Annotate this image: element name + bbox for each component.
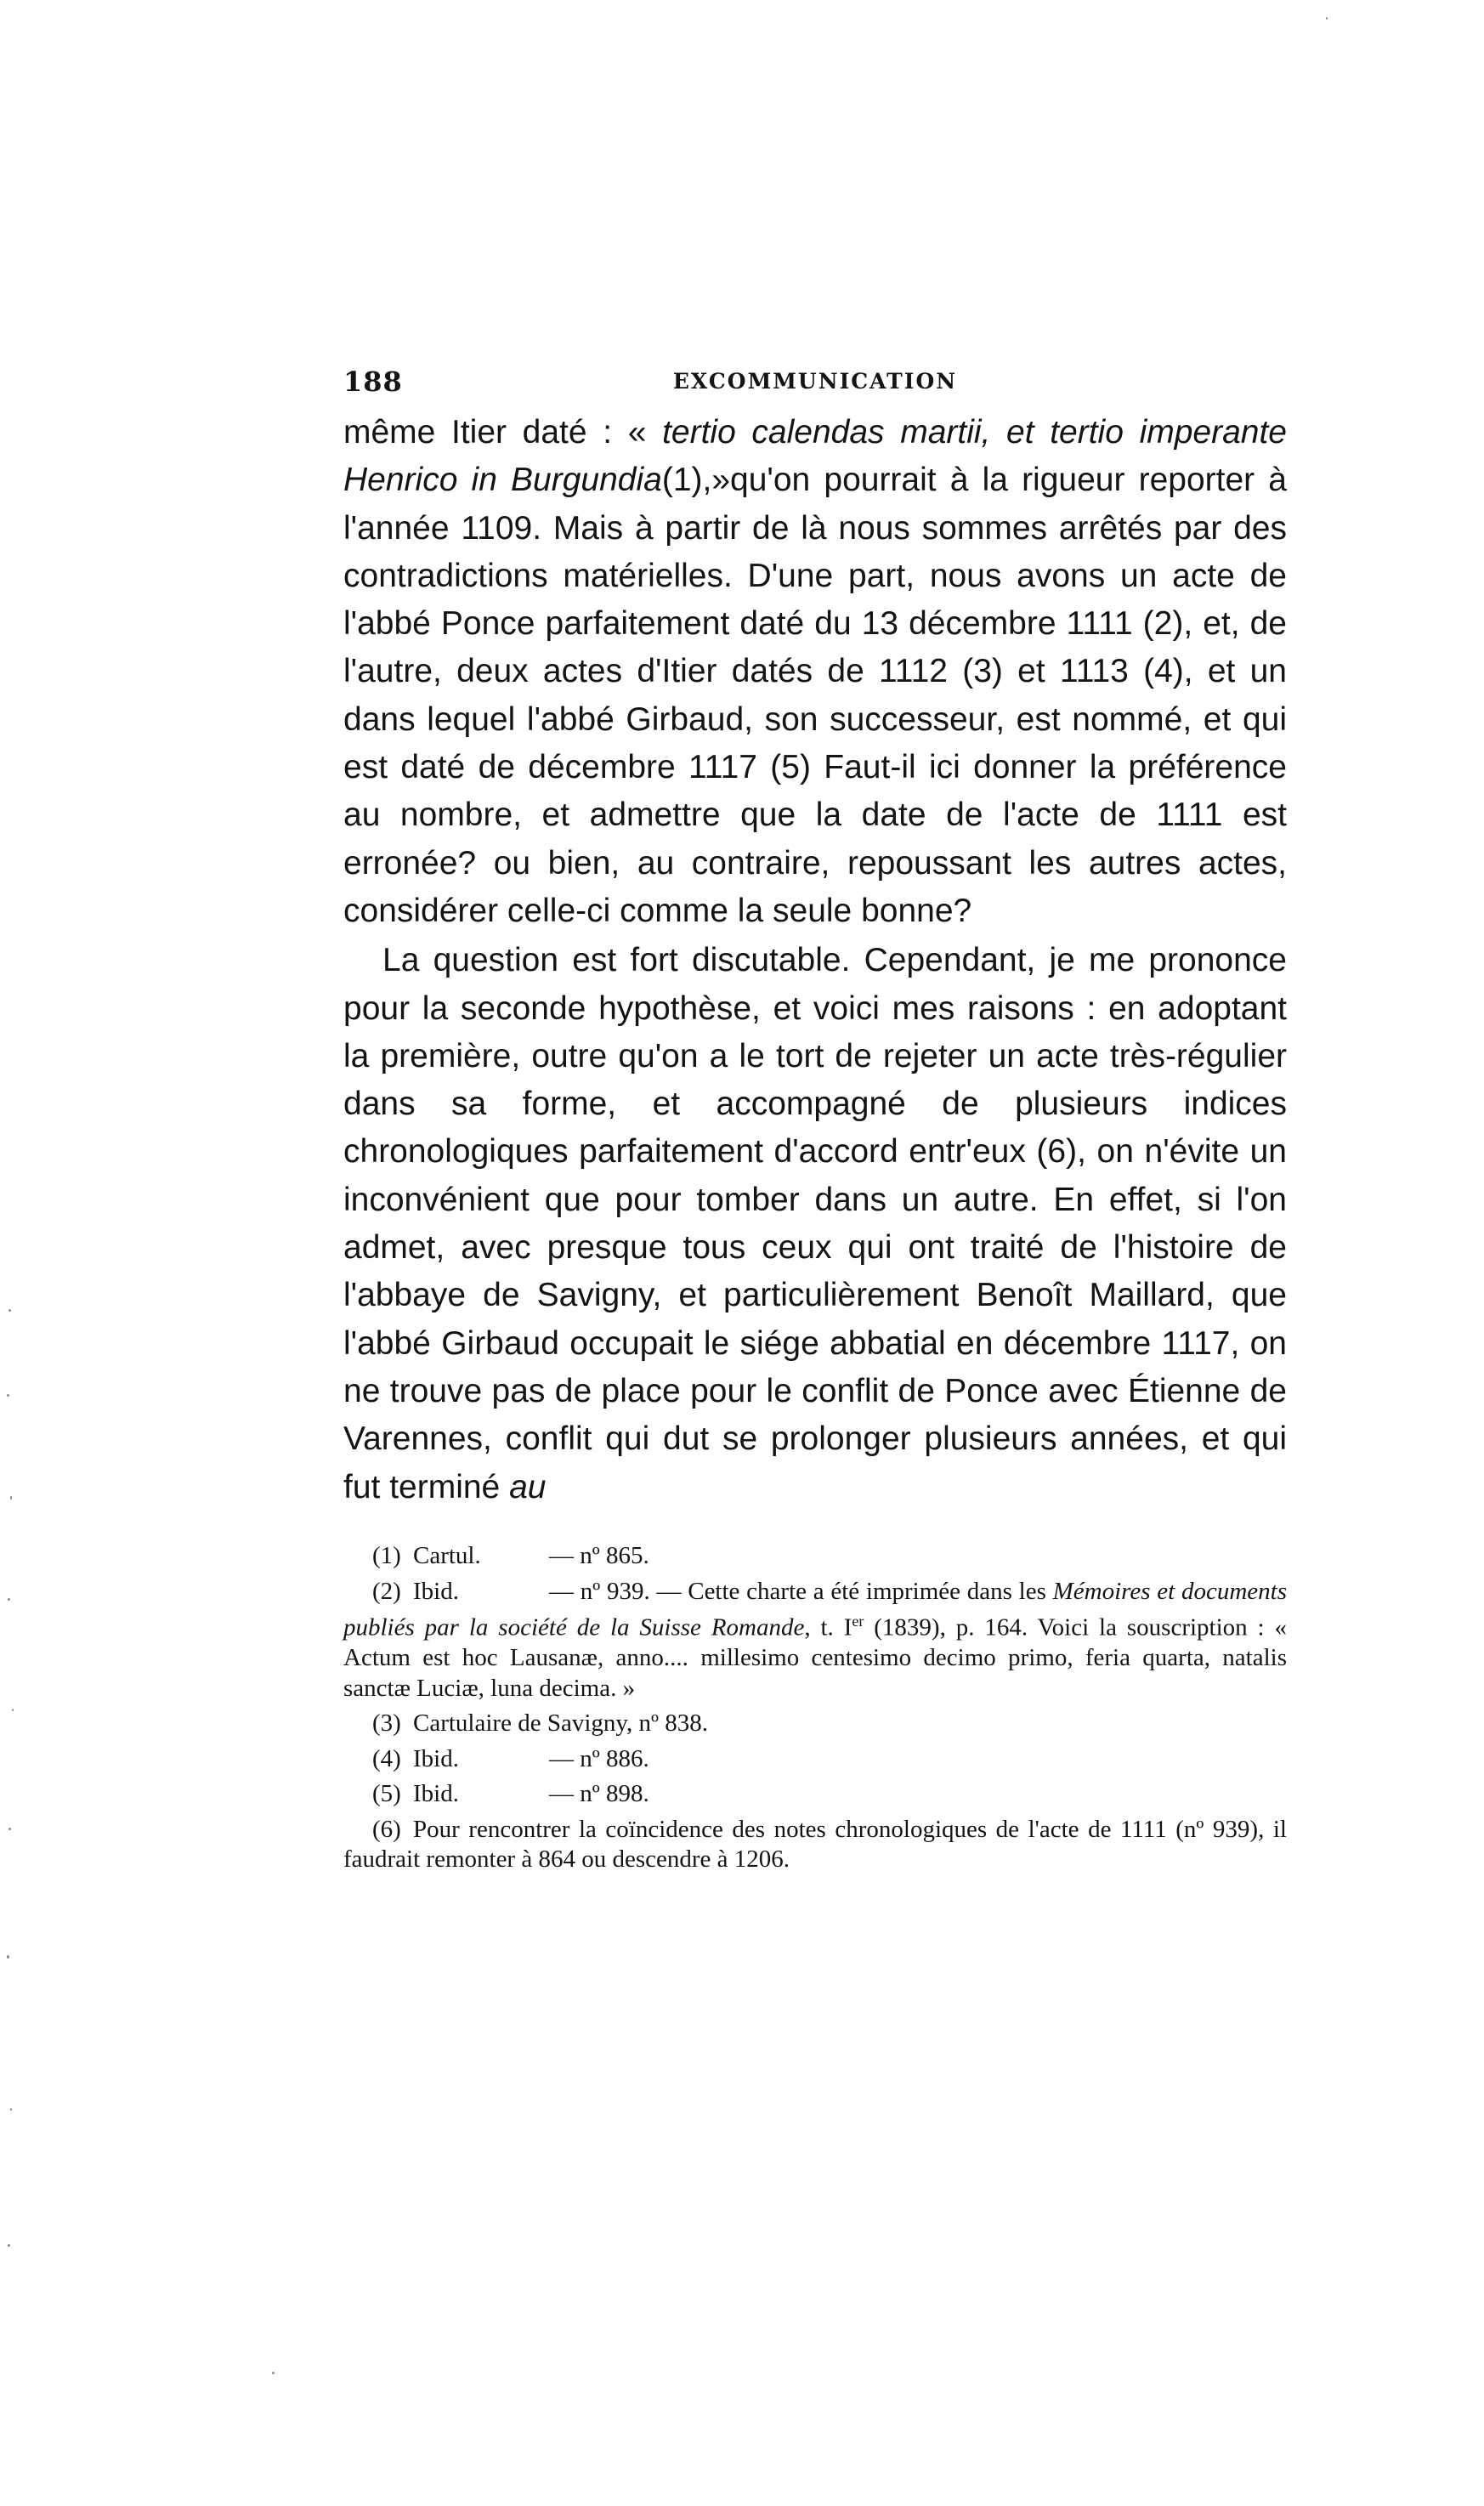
footnote-ref: Ibid. bbox=[413, 1744, 459, 1772]
footnote-number: (4) bbox=[372, 1744, 401, 1772]
main-text bbox=[343, 409, 1287, 1511]
footnote-number: (3) bbox=[372, 1709, 401, 1738]
footnotes bbox=[343, 1541, 1287, 1880]
footnote-text: Cartulaire de Savigny, nº 838. bbox=[413, 1709, 708, 1738]
footnote-number: (1) bbox=[372, 1542, 401, 1569]
paragraph-2-last-word: au bbox=[509, 1468, 547, 1505]
footnote-text: , t. I bbox=[804, 1613, 852, 1641]
running-title: EXCOMMUNICATION bbox=[672, 369, 958, 394]
footnote-5 bbox=[343, 1779, 1287, 1810]
scan-speck bbox=[10, 2108, 12, 2111]
footnote-title: Mémoires et documents publiés par la société de la Suisse Romande bbox=[343, 1577, 1287, 1641]
scan-speck bbox=[10, 1496, 12, 1500]
paragraph-1 bbox=[343, 409, 1287, 935]
footnote-text: (1839), p. 164. Voici la souscription : « Actum est hoc Lausanæ, anno.... millesimo centesimo decimo primo, feria quarta, natalis sanctæ Luciæ, luna decima. » bbox=[343, 1613, 1288, 1702]
scan-speck bbox=[7, 1394, 9, 1397]
paragraph-2-text: La question est fort discutable. Cependant, je me prononce pour la seconde hypothèse, et voici mes raisons : en adoptant la première, outre qu'on a le tort de rejeter un acte très-régulier dans sa forme, et accompagné de plusieurs indices chronologiques parfaitement d'accord entr'eux (6), on n'évite un inconvénient que pour tomber dans un autre. En effet, si l'on admet, avec presque tous ceux qui ont traité de l'histoire de l'abbaye de Savigny, et particulièrement Benoît Maillard, que l'abbé Girbaud occupait le siége abbatial en décembre 1117, on ne trouve pas de place pour le conflit de Ponce avec Étienne de Varennes, conflit qui dut se prolonger plusieurs années, et qui fut terminé bbox=[343, 942, 1287, 1505]
footnote-text: — nº 898. bbox=[549, 1780, 649, 1808]
footnote-text: — nº 939. — Cette charte a été imprimée dans les bbox=[549, 1577, 1053, 1605]
page-number: 188 bbox=[343, 366, 403, 398]
scan-speck bbox=[8, 1309, 11, 1312]
footnote-1 bbox=[343, 1541, 1287, 1572]
scan-speck bbox=[8, 2244, 10, 2247]
paragraph-1-space bbox=[497, 462, 511, 498]
footnote-number: (2) bbox=[372, 1577, 401, 1605]
scan-speck bbox=[8, 1828, 11, 1830]
footnote-ref: Ibid. bbox=[413, 1780, 459, 1808]
footnote-text: Pour rencontrer la coïncidence des notes chronologiques de l'acte de 1111 (nº 939), il faudrait remonter à 864 ou descendre à 1206. bbox=[343, 1815, 1287, 1874]
paragraph-1-part-b: (1),»qu'on pourrait à la rigueur reporter à l'année 1109. Mais à partir de là nous sommes arrêtés par des contradictions matérielles. D'une part, nous avons un acte de l'abbé Ponce parfaitement daté du 13 décembre 1111 (2), et, de l'autre, deux actes d'Itier datés de 1112 (3) et 1113 (4), et un dans lequel l'abbé Girbaud, son successeur, est nommé, et qui est daté de décembre 1117 (5) Faut-il ici donner la préférence au nombre, et admettre que la date de l'acte de 1111 est erronée? ou bien, au contraire, repoussant les autres actes, considérer celle-ci comme la seule bonne? bbox=[343, 462, 1287, 929]
footnote-3 bbox=[343, 1709, 1287, 1739]
paragraph-1-burgundia: Burgundia bbox=[511, 462, 662, 499]
scan-speck bbox=[1326, 17, 1328, 20]
scan-speck bbox=[272, 2372, 275, 2374]
paragraph-1-part-a: même Itier daté : « bbox=[343, 414, 663, 451]
footnote-text: — nº 865. bbox=[549, 1542, 649, 1569]
footnote-6 bbox=[343, 1815, 1287, 1875]
footnote-ref: Cartul. bbox=[413, 1542, 481, 1569]
scan-speck bbox=[12, 1709, 14, 1711]
footnote-4 bbox=[343, 1744, 1287, 1775]
footnote-number: (5) bbox=[372, 1780, 401, 1808]
footnote-2 bbox=[343, 1577, 1287, 1704]
footnote-number: (6) bbox=[372, 1815, 401, 1843]
footnote-superscript: er bbox=[852, 1613, 864, 1630]
footnote-ref: Ibid. bbox=[413, 1577, 459, 1605]
scan-speck bbox=[8, 1598, 10, 1601]
scan-speck bbox=[7, 1955, 9, 1959]
footnote-text: — nº 886. bbox=[549, 1744, 649, 1772]
page-header bbox=[343, 366, 1287, 403]
paragraph-2 bbox=[343, 937, 1287, 1511]
paragraph-1-quote: tertio calendas martii, et tertio imperante Henrico in bbox=[343, 414, 1287, 499]
